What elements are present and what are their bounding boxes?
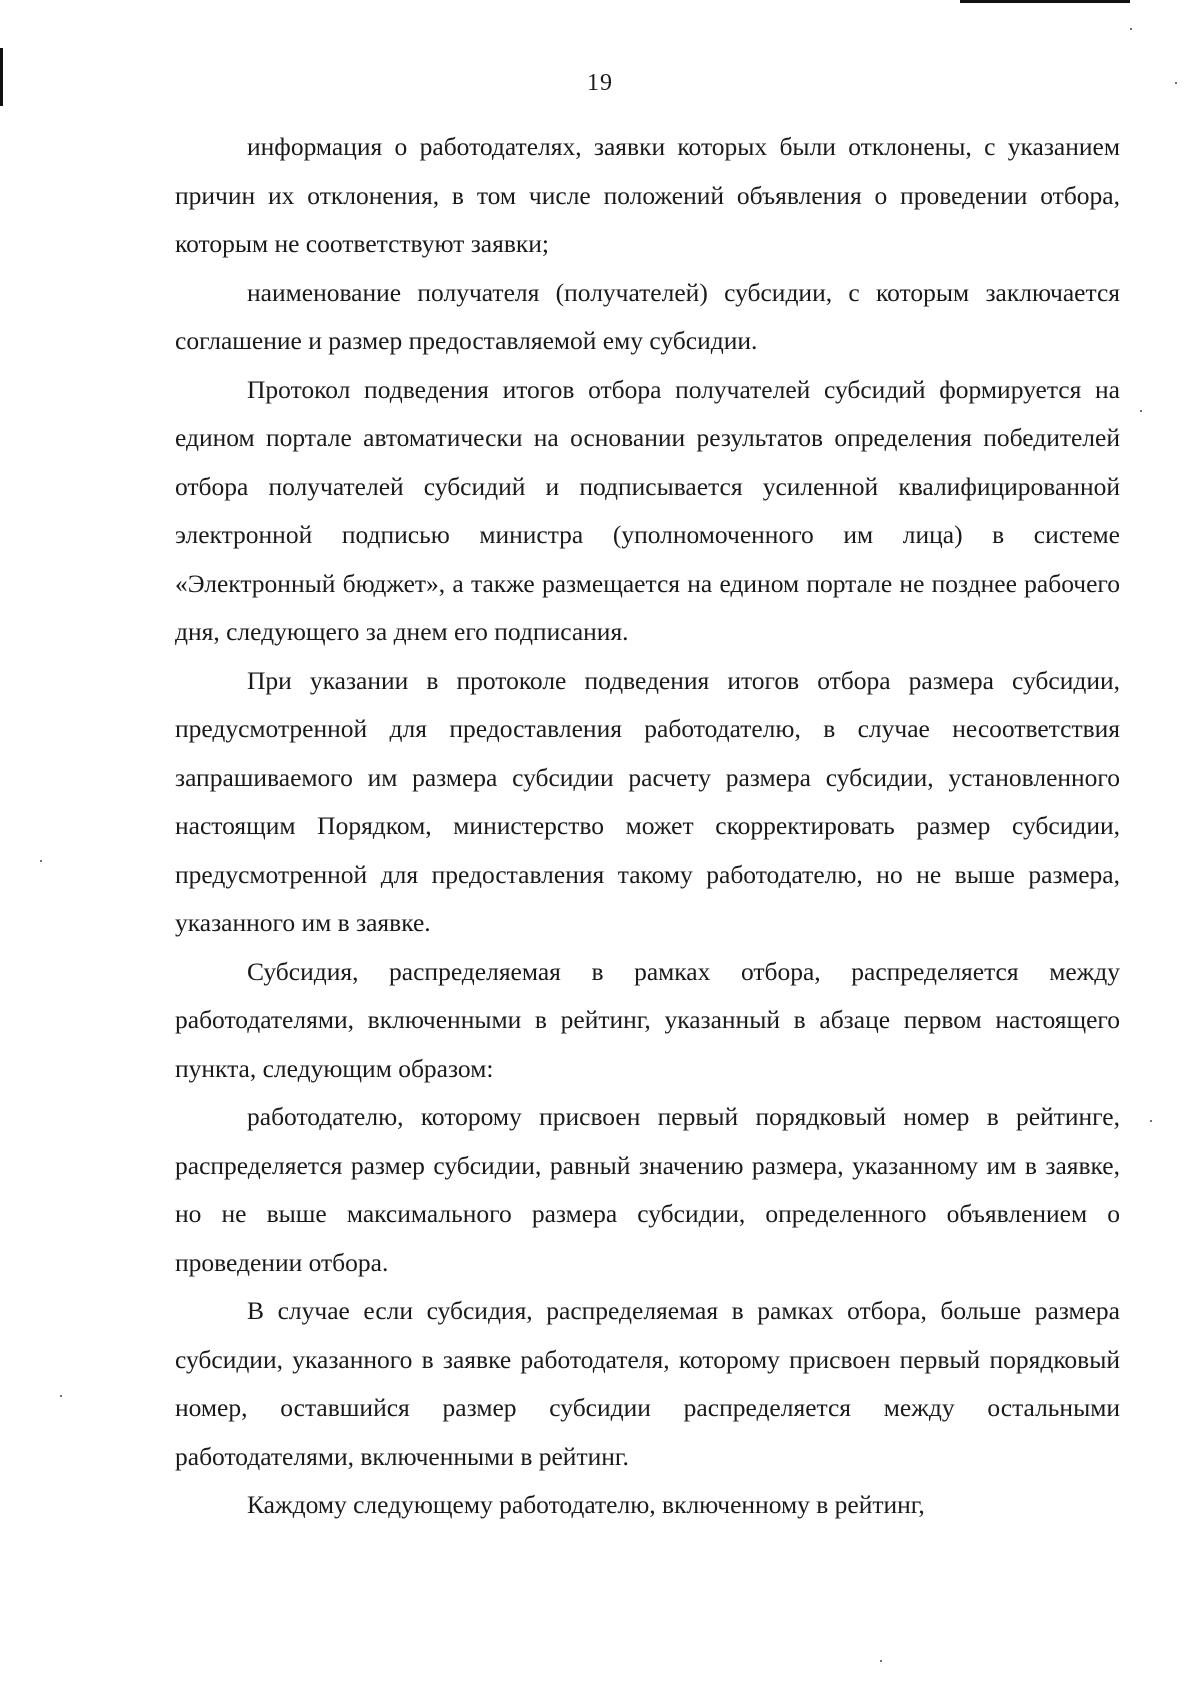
paragraph: При указании в протоколе подведения итогов отбора размера субсидии, предусмотренной для предоставления работодателю, в случае несоответствия запрашиваемого им размера субсидии расчету размера субсидии, установленного настоящим Порядком, министерство может скорректировать размер субсидии, предусмотренной для предоставления такому работодателю, но не выше размера, указанного им в заявке. [175,665,1120,937]
paragraph: Субсидия, распределяемая в рамках отбора, распределяется между работодателями, включенными в рейтинг, указанный в абзаце первом настоящего пункта, следующим образом: [175,956,1120,1083]
scan-speck [880,1660,882,1662]
page-number: 19 [587,70,613,96]
paragraph: Протокол подведения итогов отбора получателей субсидий формируется на едином портале автоматически на основании результатов определения победителей отбора получателей субсидий и подписывается усиленной квалифицированной электронной подписью министра (уполномоченного им лица) в системе «Электронный бюджет», а также размещается на едином портале не позднее рабочего дня, следующего за днем его подписания. [175,374,1120,646]
paragraph: Каждому следующему работодателю, включенному в рейтинг, [247,1490,925,1519]
paragraph: работодателю, которому присвоен первый порядковый номер в рейтинге, распределяется размер субсидии, равный значению размера, указанному им в заявке, но не выше максимального размера субсидии, определенного объявлением о проведении отбора. [175,1102,1120,1277]
scan-speck [1150,1120,1152,1122]
paragraph: В случае если субсидия, распределяемая в рамках отбора, больше размера субсидии, указанного в заявке работодателя, которому присвоен первый порядковый номер, оставшийся размер субсидии распределяется между остальными работодателями, включенными в рейтинг. [175,1296,1120,1471]
scan-speck [1130,28,1132,30]
scan-speck [60,1395,62,1397]
scan-speck [40,860,42,862]
paragraph: наименование получателя (получателей) субсидии, с которым заключается соглашение и размер предоставляемой ему субсидии. [175,277,1120,355]
document-body [175,123,1120,1530]
paragraph: информация о работодателях, заявки которых были отклонены, с указанием причин их отклонения, в том числе положений объявления о проведении отбора, которым не соответствуют заявки; [175,132,1120,258]
top-rule [960,0,1130,3]
scan-speck [1140,410,1142,412]
